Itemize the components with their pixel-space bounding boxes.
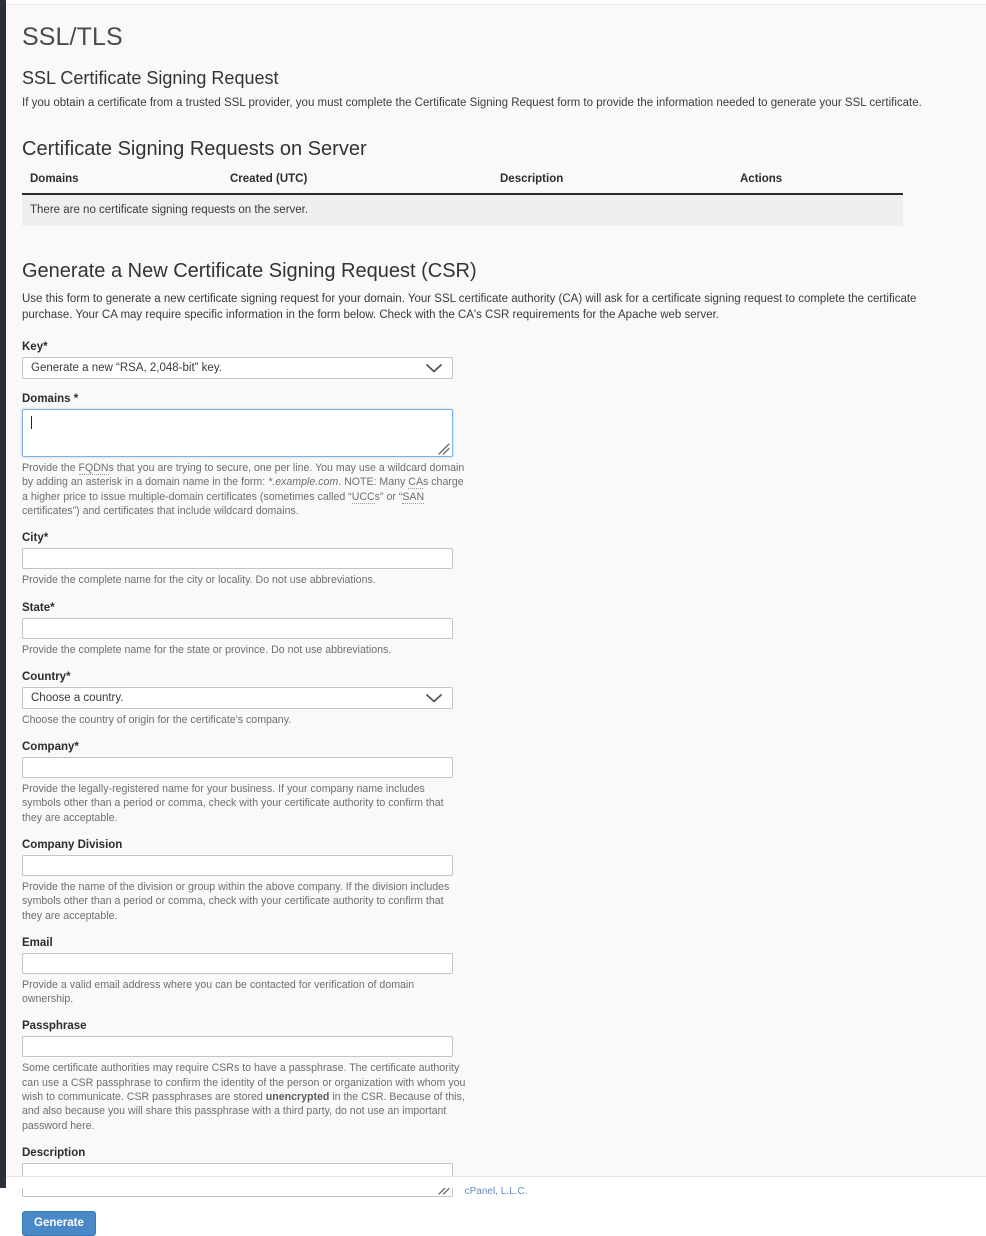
- passphrase-input[interactable]: [22, 1036, 453, 1057]
- label-city: City*: [22, 532, 49, 545]
- intro-text: If you obtain a certificate from a trusted SSL provider, you must complete the Certificate Signing Request form to provide the information needed to generate your SSL certificate.: [22, 97, 922, 109]
- table-row: [22, 194, 903, 226]
- empty-state-message: There are no certificate signing requests on the server.: [22, 194, 903, 226]
- country-select[interactable]: [22, 687, 453, 709]
- company-division-input[interactable]: [22, 855, 453, 876]
- csr-table-heading: Certificate Signing Requests on Server: [22, 137, 367, 160]
- help-passphrase-emphasis: unencrypted: [265, 1091, 330, 1104]
- help-domains-example: *.example.com: [268, 476, 339, 489]
- chevron-down-icon: [424, 692, 444, 704]
- label-company-division: Company Division: [22, 838, 123, 851]
- field-state: [22, 602, 986, 657]
- table-header-row: [22, 169, 903, 194]
- abbr-ca: CA: [408, 476, 424, 489]
- abbr-fqdn: FQDN: [78, 462, 109, 475]
- abbr-ucc: UCC: [351, 490, 375, 503]
- key-select[interactable]: [22, 357, 453, 379]
- intro-heading: SSL Certificate Signing Request: [22, 68, 279, 88]
- label-country: Country*: [22, 670, 71, 683]
- page-footer: [6, 1176, 986, 1197]
- domains-textarea[interactable]: [22, 409, 453, 457]
- generate-button[interactable]: Generate: [22, 1211, 96, 1236]
- email-input[interactable]: [22, 953, 453, 974]
- help-domains-part3: . NOTE: Many: [338, 476, 409, 489]
- label-description: Description: [22, 1146, 86, 1159]
- field-country: [22, 671, 986, 727]
- state-input[interactable]: [22, 618, 453, 639]
- label-company: Company*: [22, 741, 79, 754]
- abbr-san: SAN: [402, 490, 425, 503]
- generate-description: Use this form to generate a new certificate signing request for your domain. Your SSL certificate authority (CA) will ask for a certificate signing request to complete the certificate purchase. Your CA may require specific information in the form below. Check with the CA's CSR requirements for the Apache web server.: [22, 292, 917, 322]
- column-header-created[interactable]: Created (UTC): [222, 169, 492, 194]
- field-email: [22, 937, 986, 1007]
- field-key: [22, 341, 986, 379]
- field-company-division: [22, 839, 986, 923]
- help-country: Choose the country of origin for the certificate's company.: [22, 713, 292, 726]
- help-domains-part1: Provide the: [22, 462, 79, 475]
- resize-grip-icon[interactable]: [436, 441, 450, 455]
- city-input[interactable]: [22, 548, 453, 569]
- generate-csr-form: [22, 260, 986, 1236]
- field-passphrase: [22, 1020, 986, 1132]
- csr-table: [22, 169, 903, 226]
- generate-heading: Generate a New Certificate Signing Request (CSR): [22, 259, 477, 282]
- help-company: Provide the legally-registered name for your business. If your company name includes symbols other than a period or comma, check with your certificate authority to confirm that they are acceptable.: [22, 783, 444, 824]
- label-passphrase: Passphrase: [22, 1020, 87, 1033]
- country-select-value: Choose a country.: [31, 691, 124, 704]
- label-domains: Domains *: [22, 393, 79, 406]
- field-domains: [22, 393, 986, 518]
- help-city: Provide the complete name for the city or locality. Do not use abbreviations.: [22, 574, 376, 587]
- csr-table-section: [22, 138, 903, 226]
- text-caret: [31, 416, 32, 429]
- help-domains-part5: s” or “: [374, 490, 403, 503]
- field-company: [22, 741, 986, 825]
- key-select-value: Generate a new “RSA, 2,048-bit” key.: [31, 362, 222, 375]
- help-domains: [22, 461, 466, 518]
- column-header-domains[interactable]: Domains: [22, 169, 222, 194]
- chevron-down-icon: [424, 362, 444, 374]
- help-email: Provide a valid email address where you can be contacted for verification of domain ownership.: [22, 978, 415, 1006]
- column-header-description[interactable]: Description: [492, 169, 732, 194]
- field-city: [22, 532, 986, 587]
- label-email: Email: [22, 936, 53, 949]
- help-passphrase-part2: in the CSR. Because of this, and also because you will share this passphrase with a third party, do not use an important password here.: [22, 1091, 465, 1132]
- help-passphrase: [22, 1061, 466, 1132]
- help-state: Provide the complete name for the state or province. Do not use abbreviations.: [22, 643, 392, 656]
- footer-note[interactable]: cPanel, L.L.C.: [464, 1186, 528, 1197]
- column-header-actions[interactable]: Actions: [732, 169, 903, 194]
- label-state: State*: [22, 601, 55, 614]
- help-domains-part4: s charge a higher price to issue multiple-domain certificates (sometimes called “: [22, 476, 464, 503]
- label-key: Key*: [22, 341, 48, 354]
- help-domains-part6: certificates”) and certificates that include wildcard domains.: [22, 504, 299, 517]
- page-title: SSL/TLS: [22, 23, 123, 51]
- help-domains-part2: s that you are trying to secure, one per line. You may use a wildcard domain by adding an asterisk in a domain name in the form:: [22, 462, 465, 489]
- company-input[interactable]: [22, 757, 453, 778]
- help-passphrase-part1: Some certificate authorities may require CSRs to have a passphrase. The certificate authority can use a CSR passphrase to confirm the identity of the person or organization with whom you wish to communicate. CSR passphrases are stored: [22, 1062, 466, 1104]
- help-company-division: Provide the name of the division or group within the above company. If the division includes symbols other than a period or comma, check with your certificate authority to confirm that they are acceptable.: [22, 880, 450, 922]
